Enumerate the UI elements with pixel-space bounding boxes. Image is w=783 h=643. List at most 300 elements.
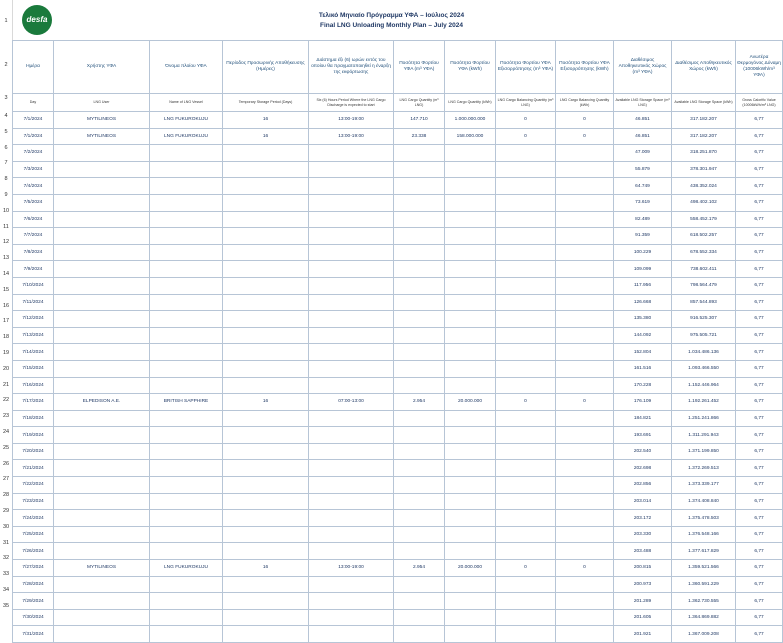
cell-gcv[interactable]: 6,77 (736, 593, 783, 610)
cell-qm3[interactable] (394, 427, 445, 444)
cell-period[interactable] (223, 311, 309, 328)
cell-gcv[interactable]: 6,77 (736, 145, 783, 162)
cell-qm3[interactable] (394, 526, 445, 543)
cell-qkwh[interactable]: 20.000.000 (445, 394, 496, 411)
cell-hours[interactable] (309, 493, 394, 510)
cell-vessel[interactable] (150, 244, 223, 261)
cell-period[interactable] (223, 477, 309, 494)
cell-bm3[interactable] (496, 277, 556, 294)
cell-gcv[interactable]: 6,77 (736, 178, 783, 195)
cell-bm3[interactable] (496, 510, 556, 527)
cell-avkwh[interactable]: 1.367.009.208 (672, 626, 736, 643)
cell-qkwh[interactable] (445, 211, 496, 228)
cell-avkwh[interactable]: 618.502.257 (672, 228, 736, 245)
cell-bm3[interactable] (496, 377, 556, 394)
cell-qm3[interactable] (394, 576, 445, 593)
cell-user[interactable] (54, 576, 150, 593)
cell-qkwh[interactable] (445, 344, 496, 361)
cell-avkwh[interactable]: 1.093.466.550 (672, 360, 736, 377)
cell-bkwh[interactable] (556, 460, 614, 477)
cell-avm3[interactable]: 170.228 (614, 377, 672, 394)
cell-avkwh[interactable]: 1.152.446.964 (672, 377, 736, 394)
cell-qkwh[interactable] (445, 543, 496, 560)
cell-vessel[interactable] (150, 277, 223, 294)
cell-bm3[interactable] (496, 311, 556, 328)
cell-gcv[interactable]: 6,77 (736, 609, 783, 626)
cell-user[interactable] (54, 211, 150, 228)
cell-bkwh[interactable]: 0 (556, 112, 614, 129)
cell-user[interactable] (54, 145, 150, 162)
column-subheader[interactable]: LNG Cargo Balancing Quantity (m³ LNG) (496, 94, 556, 112)
cell-bm3[interactable] (496, 626, 556, 643)
cell-day[interactable]: 7/3/2024 (13, 161, 54, 178)
cell-period[interactable] (223, 261, 309, 278)
cell-qkwh[interactable] (445, 360, 496, 377)
cell-bm3[interactable]: 0 (496, 112, 556, 129)
cell-bm3[interactable] (496, 178, 556, 195)
cell-vessel[interactable] (150, 576, 223, 593)
cell-qkwh[interactable] (445, 277, 496, 294)
cell-qkwh[interactable] (445, 194, 496, 211)
cell-hours[interactable]: 13:00-19:00 (309, 112, 394, 129)
cell-day[interactable]: 7/2/2024 (13, 145, 54, 162)
cell-gcv[interactable]: 6,77 (736, 560, 783, 577)
cell-gcv[interactable]: 6,77 (736, 344, 783, 361)
cell-avm3[interactable]: 201.289 (614, 593, 672, 610)
cell-period[interactable] (223, 377, 309, 394)
cell-avm3[interactable]: 64.749 (614, 178, 672, 195)
cell-period[interactable] (223, 626, 309, 643)
cell-gcv[interactable]: 6,77 (736, 360, 783, 377)
cell-avm3[interactable]: 200.815 (614, 560, 672, 577)
cell-hours[interactable] (309, 510, 394, 527)
cell-vessel[interactable] (150, 493, 223, 510)
cell-period[interactable] (223, 277, 309, 294)
cell-bm3[interactable] (496, 360, 556, 377)
cell-vessel[interactable] (150, 145, 223, 162)
cell-avkwh[interactable]: 798.564.479 (672, 277, 736, 294)
cell-avm3[interactable]: 117.956 (614, 277, 672, 294)
cell-avm3[interactable]: 193.691 (614, 427, 672, 444)
column-subheader[interactable]: Gross Calorific Value (10006kWh/m³ LNG) (736, 94, 783, 112)
cell-day[interactable]: 7/27/2024 (13, 560, 54, 577)
cell-avkwh[interactable]: 1.374.408.840 (672, 493, 736, 510)
cell-qm3[interactable] (394, 244, 445, 261)
cell-hours[interactable] (309, 194, 394, 211)
cell-avkwh[interactable]: 1.360.591.229 (672, 576, 736, 593)
cell-qm3[interactable] (394, 178, 445, 195)
cell-qm3[interactable]: 2.954 (394, 560, 445, 577)
cell-vessel[interactable] (150, 311, 223, 328)
cell-bm3[interactable] (496, 327, 556, 344)
cell-avm3[interactable]: 201.921 (614, 626, 672, 643)
cell-user[interactable] (54, 510, 150, 527)
cell-day[interactable]: 7/26/2024 (13, 543, 54, 560)
cell-hours[interactable] (309, 294, 394, 311)
column-subheader[interactable]: Available LNG Storage Space (kWh) (672, 94, 736, 112)
cell-avkwh[interactable]: 1.362.730.555 (672, 593, 736, 610)
cell-bm3[interactable] (496, 261, 556, 278)
cell-day[interactable]: 7/1/2024 (13, 128, 54, 145)
cell-day[interactable]: 7/19/2024 (13, 427, 54, 444)
column-header[interactable]: Ποσότητα Φορτίου ΥΦΑ Εξισορρόπησης (kWh) (556, 41, 614, 94)
cell-bm3[interactable] (496, 460, 556, 477)
cell-bkwh[interactable] (556, 510, 614, 527)
cell-bkwh[interactable] (556, 194, 614, 211)
cell-period[interactable] (223, 576, 309, 593)
cell-day[interactable]: 7/28/2024 (13, 576, 54, 593)
cell-gcv[interactable]: 6,77 (736, 576, 783, 593)
cell-bm3[interactable] (496, 344, 556, 361)
cell-qm3[interactable] (394, 194, 445, 211)
cell-bm3[interactable] (496, 493, 556, 510)
cell-vessel[interactable] (150, 228, 223, 245)
cell-bkwh[interactable]: 0 (556, 394, 614, 411)
cell-vessel[interactable] (150, 360, 223, 377)
cell-avkwh[interactable]: 1.373.339.177 (672, 477, 736, 494)
cell-qkwh[interactable]: 20.000.000 (445, 560, 496, 577)
cell-bkwh[interactable] (556, 443, 614, 460)
cell-bm3[interactable] (496, 526, 556, 543)
cell-bm3[interactable]: 0 (496, 560, 556, 577)
cell-bkwh[interactable] (556, 145, 614, 162)
cell-user[interactable]: MYTILINEOS (54, 112, 150, 129)
cell-vessel[interactable]: LNG FUKUROKUJU (150, 560, 223, 577)
cell-avkwh[interactable]: 438.352.024 (672, 178, 736, 195)
cell-period[interactable] (223, 510, 309, 527)
column-header[interactable]: Χρήστης ΥΦΑ (54, 41, 150, 94)
cell-avkwh[interactable]: 317.182.207 (672, 128, 736, 145)
cell-user[interactable] (54, 327, 150, 344)
cell-qm3[interactable] (394, 344, 445, 361)
cell-gcv[interactable]: 6,77 (736, 427, 783, 444)
cell-gcv[interactable]: 6,77 (736, 261, 783, 278)
cell-period[interactable] (223, 443, 309, 460)
cell-bkwh[interactable] (556, 244, 614, 261)
cell-bm3[interactable] (496, 576, 556, 593)
cell-hours[interactable] (309, 460, 394, 477)
cell-bm3[interactable] (496, 161, 556, 178)
cell-period[interactable] (223, 244, 309, 261)
cell-qkwh[interactable] (445, 526, 496, 543)
cell-vessel[interactable]: LNG FUKUROKUJU (150, 112, 223, 129)
cell-hours[interactable] (309, 261, 394, 278)
cell-day[interactable]: 7/29/2024 (13, 593, 54, 610)
cell-avm3[interactable]: 203.014 (614, 493, 672, 510)
cell-bm3[interactable] (496, 228, 556, 245)
cell-qkwh[interactable] (445, 427, 496, 444)
cell-qkwh[interactable] (445, 327, 496, 344)
cell-gcv[interactable]: 6,77 (736, 194, 783, 211)
cell-gcv[interactable]: 6,77 (736, 112, 783, 129)
cell-avm3[interactable]: 100.229 (614, 244, 672, 261)
cell-qm3[interactable] (394, 493, 445, 510)
cell-period[interactable] (223, 410, 309, 427)
cell-gcv[interactable]: 6,77 (736, 294, 783, 311)
cell-user[interactable] (54, 593, 150, 610)
column-header[interactable]: Ποσότητα Φορτίου ΥΦΑ (m³ ΥΦΑ) (394, 41, 445, 94)
cell-qm3[interactable]: 23.338 (394, 128, 445, 145)
column-header[interactable]: Διάστημα έξι (6) ωρών εντός του οποίου θα πραγματοποιηθεί η έναρξη της εκφόρτωσης (309, 41, 394, 94)
cell-hours[interactable] (309, 626, 394, 643)
cell-hours[interactable] (309, 443, 394, 460)
cell-bkwh[interactable] (556, 410, 614, 427)
cell-avkwh[interactable]: 1.375.478.503 (672, 510, 736, 527)
cell-avm3[interactable]: 176.109 (614, 394, 672, 411)
cell-bm3[interactable] (496, 294, 556, 311)
cell-vessel[interactable] (150, 294, 223, 311)
cell-gcv[interactable]: 6,77 (736, 244, 783, 261)
cell-bkwh[interactable] (556, 211, 614, 228)
cell-qm3[interactable] (394, 460, 445, 477)
cell-bm3[interactable] (496, 145, 556, 162)
cell-qkwh[interactable] (445, 311, 496, 328)
cell-vessel[interactable] (150, 510, 223, 527)
cell-bkwh[interactable] (556, 294, 614, 311)
cell-vessel[interactable] (150, 543, 223, 560)
cell-vessel[interactable] (150, 460, 223, 477)
column-header[interactable]: Διαθέσιμος Αποθηκευτικός Χώρος (kWh) (672, 41, 736, 94)
cell-qm3[interactable] (394, 377, 445, 394)
cell-avkwh[interactable]: 558.452.179 (672, 211, 736, 228)
cell-hours[interactable] (309, 344, 394, 361)
cell-bkwh[interactable] (556, 178, 614, 195)
cell-qm3[interactable] (394, 360, 445, 377)
cell-gcv[interactable]: 6,77 (736, 311, 783, 328)
cell-hours[interactable] (309, 543, 394, 560)
cell-avkwh[interactable]: 1.377.617.829 (672, 543, 736, 560)
cell-avm3[interactable]: 46.851 (614, 128, 672, 145)
cell-bkwh[interactable]: 0 (556, 128, 614, 145)
cell-hours[interactable] (309, 427, 394, 444)
column-header[interactable]: Περίοδος Προσωρινής Αποθήκευσης (Ημέρες) (223, 41, 309, 94)
cell-vessel[interactable] (150, 327, 223, 344)
cell-user[interactable] (54, 344, 150, 361)
cell-period[interactable] (223, 427, 309, 444)
cell-avm3[interactable]: 203.330 (614, 526, 672, 543)
column-header[interactable]: Ημέρα (13, 41, 54, 94)
cell-user[interactable] (54, 526, 150, 543)
cell-qkwh[interactable] (445, 576, 496, 593)
cell-avm3[interactable]: 161.516 (614, 360, 672, 377)
cell-hours[interactable] (309, 178, 394, 195)
cell-gcv[interactable]: 6,77 (736, 526, 783, 543)
cell-qm3[interactable] (394, 261, 445, 278)
cell-period[interactable]: 16 (223, 394, 309, 411)
cell-day[interactable]: 7/9/2024 (13, 261, 54, 278)
cell-qm3[interactable] (394, 277, 445, 294)
cell-qkwh[interactable] (445, 460, 496, 477)
cell-qm3[interactable] (394, 311, 445, 328)
cell-hours[interactable] (309, 526, 394, 543)
cell-user[interactable] (54, 460, 150, 477)
cell-vessel[interactable] (150, 161, 223, 178)
cell-qkwh[interactable] (445, 593, 496, 610)
column-subheader[interactable]: LNG Cargo Balancing Quantity (kWh) (556, 94, 614, 112)
cell-period[interactable]: 16 (223, 128, 309, 145)
cell-vessel[interactable] (150, 194, 223, 211)
cell-vessel[interactable] (150, 427, 223, 444)
cell-bkwh[interactable] (556, 493, 614, 510)
column-header[interactable]: Διαθέσιμος Αποθηκευτικός Χώρος (m³ ΥΦΑ) (614, 41, 672, 94)
cell-gcv[interactable]: 6,77 (736, 493, 783, 510)
cell-period[interactable] (223, 526, 309, 543)
cell-day[interactable]: 7/23/2024 (13, 493, 54, 510)
cell-gcv[interactable]: 6,77 (736, 394, 783, 411)
cell-hours[interactable] (309, 576, 394, 593)
column-header[interactable]: Ποσότητα Φορτίου ΥΦΑ (kWh) (445, 41, 496, 94)
cell-qm3[interactable] (394, 477, 445, 494)
cell-hours[interactable]: 07:00-13:00 (309, 394, 394, 411)
cell-bkwh[interactable] (556, 526, 614, 543)
cell-day[interactable]: 7/8/2024 (13, 244, 54, 261)
cell-user[interactable] (54, 360, 150, 377)
cell-bm3[interactable] (496, 477, 556, 494)
cell-avm3[interactable]: 203.172 (614, 510, 672, 527)
cell-vessel[interactable] (150, 377, 223, 394)
cell-avkwh[interactable]: 738.602.411 (672, 261, 736, 278)
cell-qm3[interactable] (394, 593, 445, 610)
cell-vessel[interactable]: BRITISH SAPPHIRE (150, 394, 223, 411)
cell-vessel[interactable] (150, 178, 223, 195)
cell-bkwh[interactable] (556, 543, 614, 560)
cell-bkwh[interactable] (556, 427, 614, 444)
cell-hours[interactable] (309, 410, 394, 427)
cell-qm3[interactable] (394, 145, 445, 162)
cell-hours[interactable] (309, 228, 394, 245)
cell-user[interactable] (54, 244, 150, 261)
cell-day[interactable]: 7/1/2024 (13, 112, 54, 129)
cell-avm3[interactable]: 55.879 (614, 161, 672, 178)
cell-qm3[interactable] (394, 626, 445, 643)
cell-avkwh[interactable]: 916.525.307 (672, 311, 736, 328)
cell-bkwh[interactable] (556, 576, 614, 593)
cell-day[interactable]: 7/25/2024 (13, 526, 54, 543)
cell-bm3[interactable] (496, 427, 556, 444)
cell-bkwh[interactable] (556, 327, 614, 344)
cell-avkwh[interactable]: 498.402.102 (672, 194, 736, 211)
cell-day[interactable]: 7/31/2024 (13, 626, 54, 643)
cell-avkwh[interactable]: 1.359.521.566 (672, 560, 736, 577)
cell-bkwh[interactable] (556, 377, 614, 394)
column-header[interactable]: Όνομα πλοίου ΥΦΑ (150, 41, 223, 94)
column-subheader[interactable]: Available LNG Storage Space (m³ LNG) (614, 94, 672, 112)
cell-avm3[interactable]: 184.821 (614, 410, 672, 427)
cell-avm3[interactable]: 135.380 (614, 311, 672, 328)
cell-vessel[interactable] (150, 261, 223, 278)
cell-gcv[interactable]: 6,77 (736, 410, 783, 427)
cell-day[interactable]: 7/16/2024 (13, 377, 54, 394)
cell-gcv[interactable]: 6,77 (736, 626, 783, 643)
cell-qkwh[interactable]: 1.000.000.000 (445, 112, 496, 129)
cell-day[interactable]: 7/21/2024 (13, 460, 54, 477)
cell-avkwh[interactable]: 1.034.486.136 (672, 344, 736, 361)
cell-avm3[interactable]: 202.540 (614, 443, 672, 460)
cell-day[interactable]: 7/20/2024 (13, 443, 54, 460)
cell-period[interactable] (223, 228, 309, 245)
cell-user[interactable] (54, 311, 150, 328)
cell-qm3[interactable] (394, 211, 445, 228)
cell-avkwh[interactable]: 1.364.869.882 (672, 609, 736, 626)
cell-avm3[interactable]: 109.099 (614, 261, 672, 278)
cell-user[interactable]: MYTILINEOS (54, 560, 150, 577)
cell-avm3[interactable]: 82.489 (614, 211, 672, 228)
cell-user[interactable]: MYTILINEOS (54, 128, 150, 145)
cell-vessel[interactable] (150, 477, 223, 494)
cell-qm3[interactable] (394, 228, 445, 245)
cell-day[interactable]: 7/22/2024 (13, 477, 54, 494)
cell-avm3[interactable]: 47.009 (614, 145, 672, 162)
cell-user[interactable] (54, 194, 150, 211)
cell-bkwh[interactable] (556, 228, 614, 245)
cell-bkwh[interactable] (556, 161, 614, 178)
cell-user[interactable] (54, 626, 150, 643)
cell-qkwh[interactable] (445, 261, 496, 278)
column-subheader[interactable]: LNG Cargo Quantity (kWh) (445, 94, 496, 112)
cell-bkwh[interactable] (556, 626, 614, 643)
cell-day[interactable]: 7/4/2024 (13, 178, 54, 195)
cell-hours[interactable] (309, 145, 394, 162)
cell-day[interactable]: 7/11/2024 (13, 294, 54, 311)
cell-day[interactable]: 7/24/2024 (13, 510, 54, 527)
cell-bkwh[interactable] (556, 311, 614, 328)
cell-user[interactable] (54, 543, 150, 560)
cell-period[interactable] (223, 194, 309, 211)
cell-user[interactable] (54, 377, 150, 394)
cell-gcv[interactable]: 6,77 (736, 277, 783, 294)
cell-period[interactable] (223, 543, 309, 560)
cell-qm3[interactable] (394, 327, 445, 344)
cell-avkwh[interactable]: 318.251.870 (672, 145, 736, 162)
cell-vessel[interactable]: LNG FUKUROKUJU (150, 128, 223, 145)
cell-bkwh[interactable] (556, 277, 614, 294)
cell-qkwh[interactable] (445, 145, 496, 162)
cell-day[interactable]: 7/30/2024 (13, 609, 54, 626)
cell-hours[interactable] (309, 360, 394, 377)
cell-period[interactable] (223, 344, 309, 361)
cell-period[interactable] (223, 493, 309, 510)
cell-bm3[interactable] (496, 244, 556, 261)
cell-avm3[interactable]: 152.804 (614, 344, 672, 361)
cell-qkwh[interactable] (445, 493, 496, 510)
cell-day[interactable]: 7/10/2024 (13, 277, 54, 294)
cell-vessel[interactable] (150, 211, 223, 228)
cell-qm3[interactable] (394, 410, 445, 427)
cell-avm3[interactable]: 91.359 (614, 228, 672, 245)
cell-bm3[interactable]: 0 (496, 128, 556, 145)
cell-avm3[interactable]: 202.698 (614, 460, 672, 477)
cell-bm3[interactable] (496, 211, 556, 228)
cell-hours[interactable] (309, 244, 394, 261)
cell-vessel[interactable] (150, 410, 223, 427)
cell-avkwh[interactable]: 975.505.721 (672, 327, 736, 344)
cell-avkwh[interactable]: 378.301.947 (672, 161, 736, 178)
cell-bkwh[interactable] (556, 477, 614, 494)
column-subheader[interactable]: Name of LNG Vessel (150, 94, 223, 112)
cell-day[interactable]: 7/12/2024 (13, 311, 54, 328)
cell-user[interactable] (54, 294, 150, 311)
cell-avm3[interactable]: 126.668 (614, 294, 672, 311)
cell-bm3[interactable] (496, 543, 556, 560)
cell-qkwh[interactable] (445, 510, 496, 527)
cell-bkwh[interactable] (556, 261, 614, 278)
cell-day[interactable]: 7/5/2024 (13, 194, 54, 211)
cell-qkwh[interactable] (445, 410, 496, 427)
cell-gcv[interactable]: 6,77 (736, 543, 783, 560)
cell-avm3[interactable]: 201.605 (614, 609, 672, 626)
cell-vessel[interactable] (150, 593, 223, 610)
cell-period[interactable] (223, 145, 309, 162)
